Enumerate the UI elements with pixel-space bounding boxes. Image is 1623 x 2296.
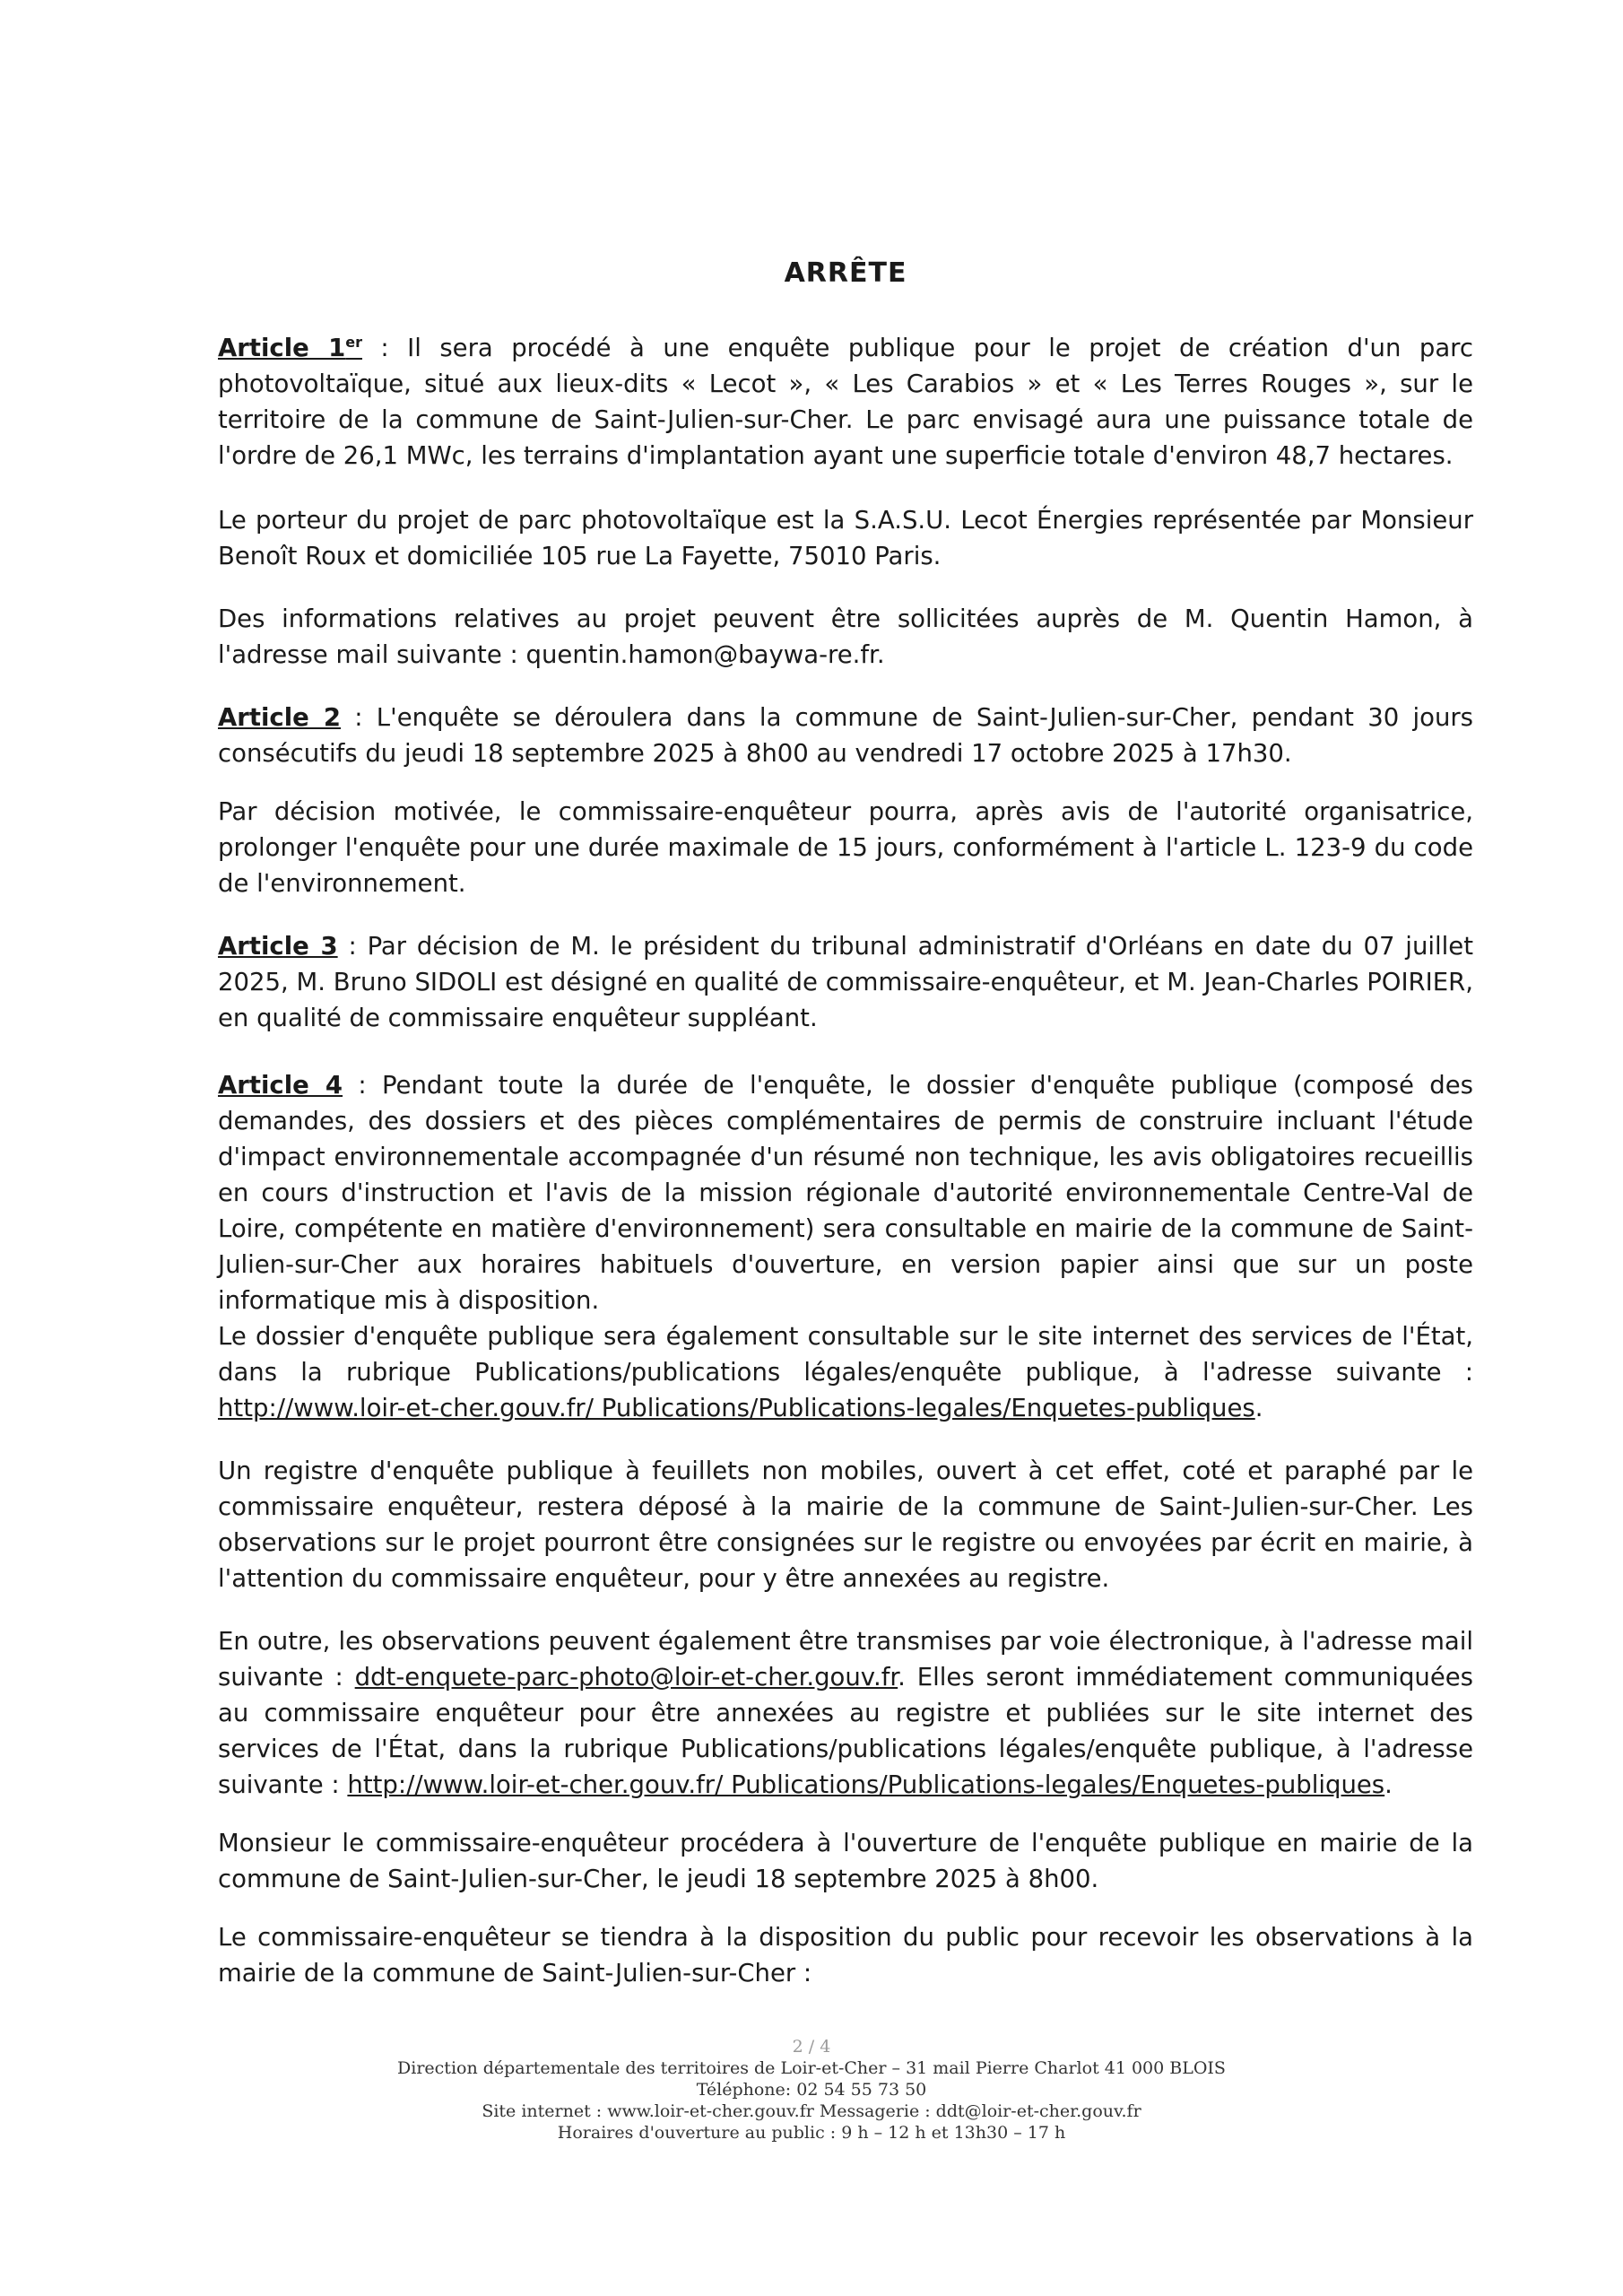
- page-number: 2 / 4: [792, 2037, 831, 2057]
- paragraph-site-internet: Le dossier d'enquête publique sera également consultable sur le site internet des services de l'État, dans la rubrique Publications/publications légales/enquête publique, à l'adresse suivante : http://www.loir-et-cher.gouv.fr/ Publications/Publications-legales/Enquetes-publiques.: [218, 1322, 1473, 1422]
- page-title: ARRÊTE: [784, 257, 907, 289]
- footer-phone: Téléphone: 02 54 55 73 50: [696, 2080, 927, 2100]
- page-footer: [0, 2036, 1623, 2144]
- paragraph-infos: Des informations relatives au projet peuvent être sollicitées auprès de M. Quentin Hamon, à l'adresse mail suivante : quentin.hamon@baywa-re.fr.: [218, 604, 1473, 669]
- article-2-label: Article 2: [218, 703, 342, 732]
- article-4: Article 4 : Pendant toute la durée de l'enquête, le dossier d'enquête publique (composé des demandes, des dossiers et des pièces complémentaires de permis de construire incluant l'étude d'impact environnementale accompagnée d'un résumé non technique, les avis obligatoires recueillis en cours d'instruction et l'avis de la mission régionale d'autorité environnementale Centre-Val de Loire, compétente en matière d'environnement) sera consultable en mairie de la commune de Saint-Julien-sur-Cher aux horaires habituels d'ouverture, en version papier ainsi que sur un poste informatique mis à disposition.: [218, 1071, 1473, 1315]
- article-2: Article 2 : L'enquête se déroulera dans la commune de Saint-Julien-sur-Cher, pendant 30 jours consécutifs du jeudi 18 septembre 2025 à 8h00 au vendredi 17 octobre 2025 à 17h30.: [218, 703, 1474, 768]
- article-1-label: Article 1er: [218, 333, 362, 362]
- publications-link[interactable]: http://www.loir-et-cher.gouv.fr/ Publications/Publications-legales/Enquetes-publiques: [218, 1394, 1255, 1422]
- footer-hours: Horaires d'ouverture au public : 9 h – 12 h et 13h30 – 17 h: [557, 2123, 1066, 2143]
- paragraph-disposition: Le commissaire-enquêteur se tiendra à la disposition du public pour recevoir les observations à la mairie de la commune de Saint-Julien-sur-Cher :: [218, 1923, 1473, 1987]
- publications-link-2[interactable]: http://www.loir-et-cher.gouv.fr/ Publications/Publications-legales/Enquetes-publiques: [347, 1770, 1385, 1799]
- footer-address: Direction départementale des territoires de Loir-et-Cher – 31 mail Pierre Charlot 41 000 BLOIS: [397, 2058, 1226, 2078]
- article-3: Article 3 : Par décision de M. le président du tribunal administratif d'Orléans en date du 07 juillet 2025, M. Bruno SIDOLI est désigné en qualité de commissaire-enquêteur, et M. Jean-Charles POIRIER, en qualité de commissaire enquêteur suppléant.: [218, 932, 1474, 1032]
- email-link[interactable]: ddt-enquete-parc-photo@loir-et-cher.gouv.fr: [354, 1663, 898, 1692]
- article-1: Article 1er : Il sera procédé à une enquête publique pour le projet de création d'un parc photovoltaïque, situé aux lieux-dits « Lecot », « Les Carabios » et « Les Terres Rouges », sur le territoire de la commune de Saint-Julien-sur-Cher. Le parc envisagé aura une puissance totale de l'ordre de 26,1 MWc, les terrains d'implantation ayant une superficie totale d'environ 48,7 hectares.: [218, 333, 1473, 470]
- article-4-label: Article 4: [218, 1071, 343, 1100]
- footer-contact: Site internet : www.loir-et-cher.gouv.fr Messagerie : ddt@loir-et-cher.gouv.fr: [482, 2101, 1141, 2121]
- paragraph-courriel: En outre, les observations peuvent également être transmises par voie électronique, à l'adresse mail suivante : ddt-enquete-parc-photo@loir-et-cher.gouv.fr. Elles seront immédiatement communiquées au commissaire enquêteur pour être annexées au registre et publiées sur le site internet des services de l'État, dans la rubrique Publications/publications légales/enquête publique, à l'adresse suivante : http://www.loir-et-cher.gouv.fr/ Publications/Publications-legales/Enquetes-publiques.: [218, 1627, 1473, 1799]
- paragraph-prolongation: Par décision motivée, le commissaire-enquêteur pourra, après avis de l'autorité organisatrice, prolonger l'enquête pour une durée maximale de 15 jours, conformément à l'article L. 123-9 du code de l'environnement.: [218, 797, 1473, 898]
- article-3-label: Article 3: [218, 932, 338, 961]
- paragraph-registre: Un registre d'enquête publique à feuillets non mobiles, ouvert à cet effet, coté et paraphé par le commissaire enquêteur, restera déposé à la mairie de la commune de Saint-Julien-sur-Cher. Les observations sur le projet pourront être consignées sur le registre ou envoyées par écrit en mairie, à l'attention du commissaire enquêteur, pour y être annexées au registre.: [218, 1457, 1473, 1593]
- paragraph-porteur: Le porteur du projet de parc photovoltaïque est la S.A.S.U. Lecot Énergies représentée par Monsieur Benoît Roux et domiciliée 105 rue La Fayette, 75010 Paris.: [218, 506, 1473, 570]
- paragraph-ouverture: Monsieur le commissaire-enquêteur procédera à l'ouverture de l'enquête publique en mairie de la commune de Saint-Julien-sur-Cher, le jeudi 18 septembre 2025 à 8h00.: [218, 1829, 1473, 1893]
